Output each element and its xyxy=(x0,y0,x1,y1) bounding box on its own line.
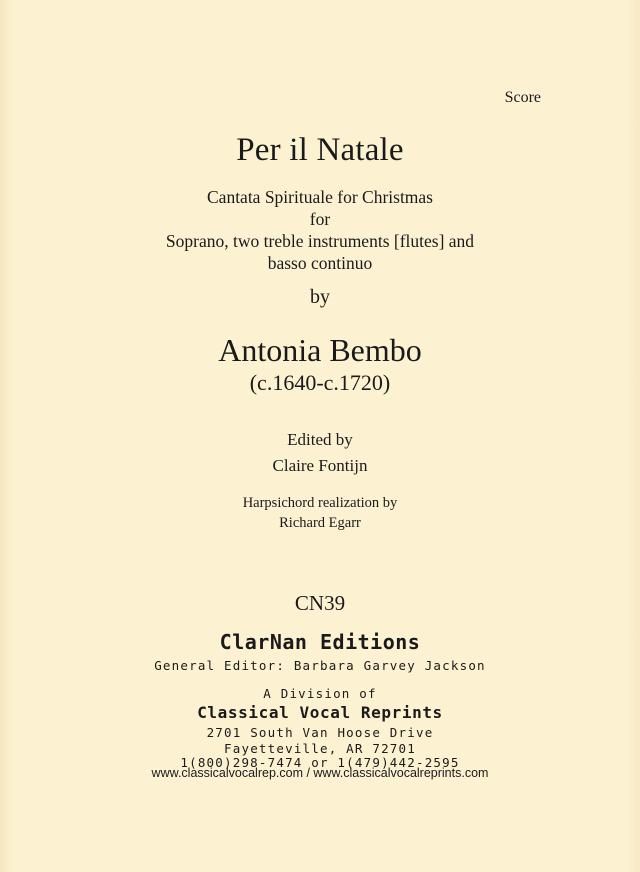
website-links: www.classicalvocalrep.com / www.classicalvocalreprints.com xyxy=(151,766,489,780)
parent-company-name: Classical Vocal Reprints xyxy=(197,703,443,722)
subtitle-line-1: Cantata Spirituale for Christmas xyxy=(207,187,433,207)
composer-name: Antonia Bembo xyxy=(218,332,422,368)
address-line-1: 2701 South Van Hoose Drive xyxy=(206,725,434,740)
address-line-2: Fayetteville, AR 72701 xyxy=(224,741,416,756)
subtitle-line-3: Soprano, two treble instruments [flutes] and xyxy=(165,231,475,251)
editor-name: Claire Fontijn xyxy=(272,456,368,475)
catalog-number: CN39 xyxy=(294,591,346,615)
score-label: Score xyxy=(504,89,541,106)
subtitle-line-4: basso continuo xyxy=(267,253,373,273)
edited-by-label: Edited by xyxy=(287,430,353,449)
composer-dates: (c.1640-c.1720) xyxy=(249,370,391,395)
title: Per il Natale xyxy=(236,132,404,168)
phone-numbers: 1(800)298-7474 or 1(479)442-2595 xyxy=(180,755,460,770)
division-label: A Division of xyxy=(263,686,377,701)
publisher-name: ClarNan Editions xyxy=(219,630,421,654)
subtitle-line-2: for xyxy=(309,209,331,229)
realization-name: Richard Egarr xyxy=(279,515,361,531)
realization-label: Harpsichord realization by xyxy=(242,495,398,511)
by-label: by xyxy=(310,286,330,308)
general-editor: General Editor: Barbara Garvey Jackson xyxy=(154,658,486,673)
